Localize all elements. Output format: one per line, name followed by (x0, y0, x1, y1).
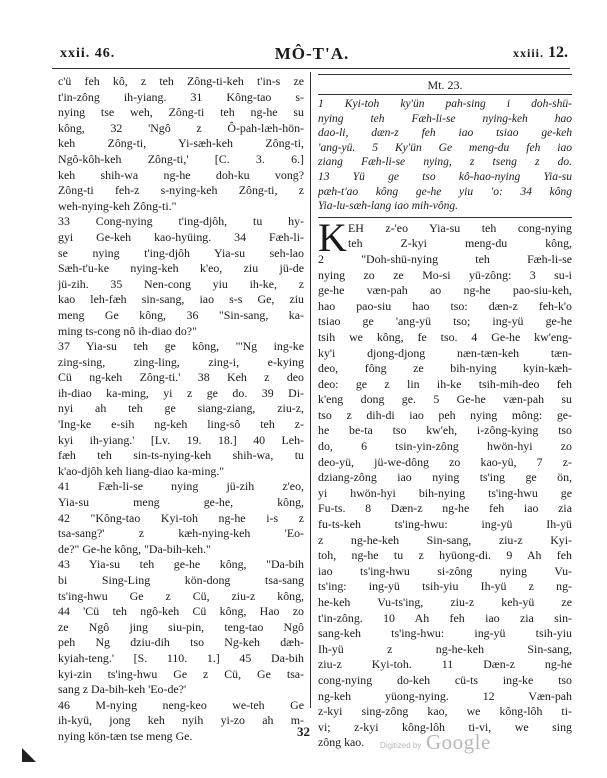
text-line: kông, 32 'Ngô z Ô-pah-læh-hön- (58, 120, 304, 135)
text-line: ts'ing-hwu Ge z Cü, ziu-z kông, (58, 588, 304, 603)
text-line: 37 Yia-su teh ge kông, "'Ng ing-ke (58, 339, 304, 354)
text-line: fæh teh sin-ts-nying-keh shih-wa, tu (58, 448, 304, 463)
text-line: Yia-lu-sæh-lang iao mih-vông. (318, 200, 459, 213)
text-line: cong-nying do-keh cü-ts ing-ke tso (318, 672, 572, 687)
chapter-rule-middle (318, 94, 572, 95)
running-header (56, 42, 568, 64)
text-line: de?" Ge-he kông, "Da-bih-keh." (58, 541, 211, 556)
text-line: ih-kyü, jong keh nyih yi-zo ah m- (58, 713, 304, 728)
google-watermark (380, 732, 510, 756)
text-line: Ngô-kôh-keh Zông-ti,' [C. 3. 6.] (58, 151, 304, 166)
text-line: meng Ge kông, 36 "Sin-sang, ka- (58, 307, 304, 322)
text-line: nying kön-tæn tse meng Ge. (58, 728, 193, 743)
text-line: se nying t'ing-djôh Yia-su seh-lao (58, 245, 304, 260)
drop-cap-letter: K (318, 214, 347, 260)
text-line: Ih-yü z ng-he-keh Sin-sang, (318, 641, 572, 656)
text-line: ts'ing: ing-yü tsih-yiu Ih-yü z ng- (318, 579, 572, 594)
text-line: kyi ih-yiang.' [Lv. 19. 18.] 40 Leh- (58, 432, 304, 447)
text-line: iao ts'ing-hwu si-zông nying Vu- (318, 563, 572, 578)
digitized-by-text: Digitized by (380, 741, 422, 750)
text-line: k'ao-djôh keh liang-diao ka-ming." (58, 463, 225, 478)
text-line: 'Ing-ke e-sih ng-keh ling-sô teh z- (58, 417, 304, 432)
text-line: do, 6 tsin-yin-zông hwön-hyi zo (318, 439, 572, 454)
text-line: kao leh-fæh sin-sang, iao s-s Ge, ziu (58, 292, 304, 307)
header-right-reference (513, 44, 568, 62)
text-line: Fu-ts. 8 Dæn-z ng-he feh iao zia (318, 501, 572, 516)
text-line: zông kao. (318, 735, 365, 750)
text-line: keh Zông-ti, Yi-sæh-keh Zông-ti, (58, 136, 304, 151)
text-line: pæh-t'ao kông ge-he yiu 'o: 34 kông (318, 185, 572, 198)
text-line: tsa-sang?' z kæh-nying-keh 'Eo- (58, 526, 304, 541)
text-line: z-kyi sing-zông kao, we kông-lôh ti- (318, 704, 572, 719)
text-line: jü-zih. 35 Nen-cong yiu ih-ke, z (58, 276, 304, 291)
text-line: deo, fông ze bih-nying kyin-kæh- (318, 361, 572, 376)
text-line: EH z-'eo Yia-su teh cong-nying (348, 220, 572, 235)
text-line: 2 "Doh-shü-nying teh Fæh-li-se (318, 251, 572, 266)
text-line: nyi ah teh ge siang-ziang, ziu-z, (58, 401, 304, 416)
text-line: zing-sing, zing-ling, zing-i, e-kying (58, 354, 304, 369)
text-line: 46 M-nying neng-keo we-teh Ge (58, 697, 304, 712)
text-line: vi; z-kyi kông-lôh ti-vi, we sing (318, 719, 572, 734)
header-right-book: xxiii. (512, 46, 544, 60)
text-line: fu-ts-keh ts'ing-hwu: ing-yü Ih-yü (318, 517, 572, 532)
text-line: deo-yü, jü-we-dông zo kao-yü, 7 z- (318, 454, 572, 469)
text-line: ming ts-cong nô ih-diao do?" (58, 323, 197, 338)
text-line: 42 "Kông-tao Kyi-toh ng-he i-s z (58, 510, 304, 525)
text-line: kyiah-teng.' [S. 110. 1.] 45 Da-bih (58, 650, 304, 665)
text-line: sang-keh ts'ing-hwu: ing-yü tsih-yiu (318, 626, 572, 641)
text-line: tso z dih-di iao peh nying mông: ge- (318, 407, 572, 422)
text-line: Zông-ti feh-z s-nying-keh Zông-ti, z (58, 183, 304, 198)
text-line: gyi Ge-keh kao-hyüing. 34 Fæh-li- (58, 229, 304, 244)
right-column-text (318, 252, 572, 751)
text-line: nying teh Fæh-li-se nying-keh hao (318, 112, 572, 125)
text-line: ze Ngô jing siu-pin, teng-tao Ngô (58, 619, 304, 634)
text-line: bi Sing-Ling kön-dong tsa-sang (58, 573, 304, 587)
text-line: sang z Da-bih-keh 'Eo-de?' (58, 682, 187, 697)
text-line: he be-ta tso kw'eh, i-zông-kying tso (318, 423, 572, 438)
text-line: c'ü feh kô, z teh Zông-ti-keh t'in-s ze (58, 74, 304, 88)
text-line: nying zo ze Mo-si yü-zông: 3 su-i (318, 267, 572, 282)
text-line: 41 Fæh-li-se nying jü-zih z'eo, (58, 479, 304, 494)
text-line: kyi-zin ts'ing-hwu Ge z Cü, Ge tsa- (58, 666, 304, 681)
left-column (58, 74, 304, 745)
text-line: 13 Yü ge tso kô-hao-nying Yia-su (318, 170, 572, 183)
column-divider (310, 72, 311, 708)
text-line: tsih we kông, fe tso. 4 Ge-he kw'eng- (318, 329, 572, 344)
google-logo: Google (426, 730, 491, 754)
text-line: Cü ng-keh Zông-ti.' 38 Keh z deo (58, 370, 304, 385)
text-line: k'eng dong ge. 5 Ge-he væn-pah su (318, 392, 572, 407)
text-line: t'in-zông. 10 Ah feh iao zia sin- (318, 610, 572, 625)
text-line: Sæh-t'u-ke nying-keh k'eo, ziu jü-de (58, 261, 304, 276)
text-line: ky'i djong-djong næn-tæn-keh tæn- (318, 345, 572, 360)
text-line: 33 Cong-nying t'ing-djôh, tu hy- (58, 214, 304, 229)
text-line: tsiao ge 'ang-yü tso; ing-yü ge-he (318, 314, 572, 329)
text-line: Yia-su meng ge-he, kông, (58, 495, 304, 510)
text-line: dao-li, dæn-z feh iao tsiao ge-keh (318, 127, 572, 140)
text-line: dziang-zông iao nying ts'ing ge ön, (318, 470, 572, 485)
drop-cap-lines (318, 221, 572, 252)
chapter-summary-box (318, 74, 572, 218)
text-line: teh Z-kyi meng-du kông, (348, 236, 572, 251)
page-number: 32 (297, 724, 310, 739)
text-line: deo: ge z lin ih-ke tsih-mih-deo feh (318, 376, 572, 391)
text-line: toh, ng-he tu z hyüong-di. 9 Ah feh (318, 548, 572, 563)
header-book-title: MÔ-T'A. (274, 44, 350, 63)
text-line: yi hwön-hyi bih-nying ts'ing-hwu ge (318, 485, 572, 500)
right-column (318, 74, 572, 751)
text-line: hao pao-siu hao tso: dæn-z feh-k'o (318, 298, 572, 313)
text-line: nying tse weh, Zông-ti teh ng-he su (58, 105, 304, 120)
text-line: 43 Yia-su teh ge-he kông, "Da-bih (58, 557, 304, 572)
text-line: peh Ng dziu-dih tso Ng-keh dæh- (58, 635, 304, 650)
text-line: ziang Fæh-li-se nying, z tseng z do. (318, 156, 572, 169)
text-line: 1 Kyi-toh ky'ün pah-sing i doh-shü- (318, 98, 572, 110)
text-line: 44 'Cü teh ngô-keh Cü kông, Hao zo (58, 604, 304, 619)
chapter-title: Mt. 23. (427, 78, 463, 92)
text-line: he-keh Vu-ts'ing, ziu-z keh-yü ze (318, 595, 572, 609)
text-line: keh shih-wa ng-he doh-ku vong? (58, 167, 304, 182)
text-line: weh-nying-keh Zông-ti." (58, 198, 177, 213)
corner-triangle-icon (22, 748, 36, 762)
header-right-verse: 12. (548, 44, 568, 61)
text-line: ng-keh yüong-nying. 12 Væn-pah (318, 688, 572, 703)
chapter-rule-top (318, 74, 572, 75)
text-line: t'in-zông ih-yiang. 31 Kông-tao s- (58, 89, 304, 104)
text-line: z ng-he-keh Sin-sang, ziu-z Kyi- (318, 532, 572, 547)
text-line: ih-diao ka-ming, yi z ge do. 39 Di- (58, 385, 304, 400)
chapter-summary (318, 97, 572, 214)
text-line: 'ang-yü. 5 Ky'ün Ge meng-du feh iao (318, 141, 572, 154)
header-rule (52, 68, 570, 69)
text-line: ge-he væn-pah ao ng-he pao-siu-keh, (318, 283, 572, 298)
header-left-reference: xxii. 46. (60, 46, 116, 61)
chapter-rule-bottom (318, 217, 572, 218)
text-line: ziu-z Kyi-toh. 11 Dæn-z ng-he (318, 657, 572, 672)
